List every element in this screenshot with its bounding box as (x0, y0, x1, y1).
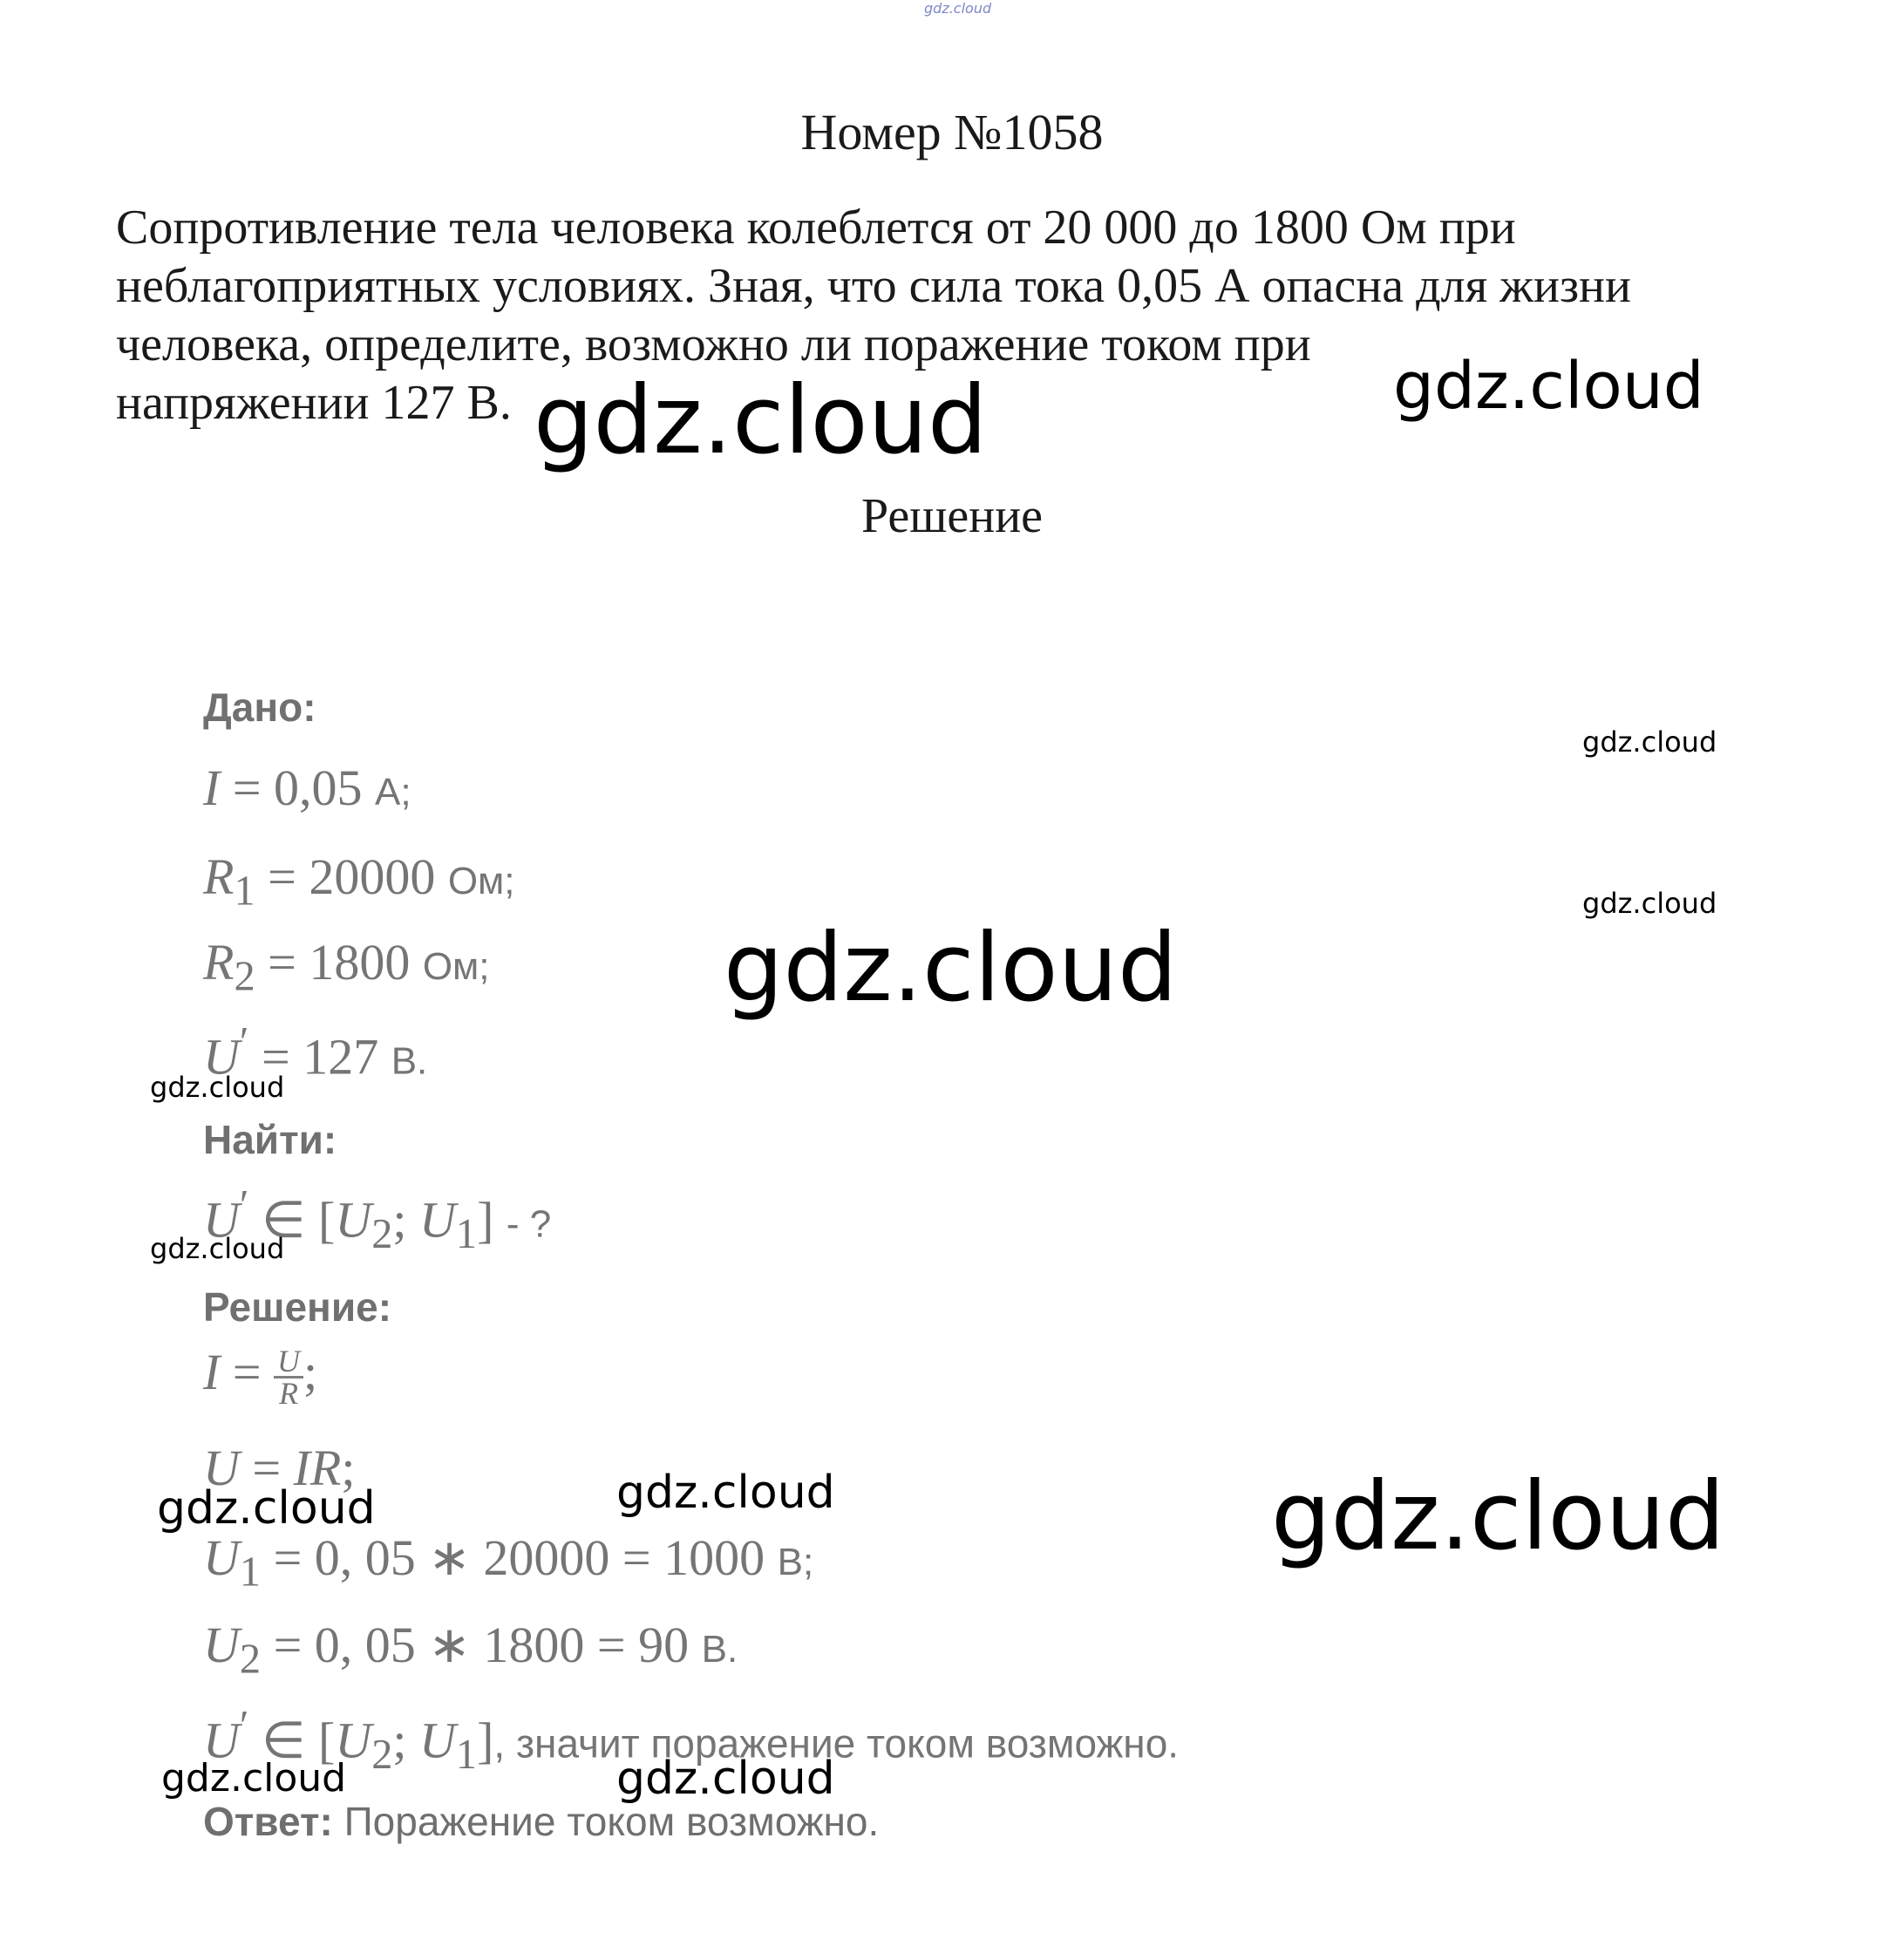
problem-line: Сопротивление тела человека колеблется от 20 000 до 1800 Ом при (116, 201, 1516, 255)
answer-label: Ответ: (203, 1799, 333, 1844)
answer (203, 1798, 879, 1845)
solution-heading: Решение (860, 489, 1044, 543)
watermark: gdz.cloud (616, 1467, 835, 1519)
find-expression: U′ ∈ [$U_2$; $U_1$] - ? (203, 1182, 552, 1257)
unit: В. (391, 1039, 428, 1083)
find-label: Найти: (203, 1117, 337, 1162)
problem-line: человека, определите, возможно ли поражение током при (116, 317, 1311, 371)
unit: В. (701, 1628, 738, 1671)
watermark: gdz.cloud (1271, 1462, 1725, 1571)
given-voltage: U′ = 127 В. (203, 1019, 428, 1086)
watermark: gdz.cloud (150, 1071, 285, 1104)
page-title: Номер №1058 (800, 104, 1104, 160)
watermark: gdz.cloud (1582, 725, 1717, 759)
unit: Ом; (422, 945, 490, 988)
watermark: gdz.cloud (616, 1753, 835, 1805)
watermark: gdz.cloud (1582, 887, 1717, 920)
watermark: gdz.cloud (1393, 349, 1704, 424)
u2-calc: $U_2 = 0$, 05 ∗ 1800 = 90 В. (203, 1617, 738, 1683)
watermark: gdz.cloud (157, 1482, 376, 1535)
given-label: Дано: (203, 684, 316, 730)
watermark: gdz.cloud (161, 1756, 347, 1801)
unit: Ом; (447, 860, 515, 902)
given-r1: $R_1 = 20000$ Ом; (203, 848, 515, 915)
ohm-law: I = $\frac{U}{R}$ ; (203, 1344, 318, 1412)
voltage-formula: U = IR; (203, 1440, 356, 1496)
answer-text: Поражение током возможно. (332, 1799, 880, 1844)
given-current: I = 0,05 А; (203, 759, 411, 816)
solution-label: Решение: (203, 1284, 392, 1330)
top-watermark: gdz.cloud (924, 0, 992, 17)
unit: В; (777, 1541, 814, 1583)
watermark: gdz.cloud (534, 366, 988, 475)
conclusion: U′ ∈ [$U_2$; $U_1$], значит поражение током возможно. (203, 1703, 1180, 1778)
problem-line: напряжении 127 В. (116, 376, 512, 430)
unit: А; (375, 771, 411, 814)
problem-line: неблагоприятных условиях. Зная, что сила тока 0,05 А опасна для жизни (116, 259, 1631, 313)
given-r2: $R_2 = 1800$ Ом; (203, 934, 490, 1000)
fraction: $\frac{U}{R}$ (274, 1346, 303, 1408)
watermark: gdz.cloud (724, 914, 1178, 1023)
u1-calc: $U_1 = 0$, 05 ∗ 20000 = 1000 В; (203, 1529, 814, 1596)
watermark: gdz.cloud (150, 1232, 285, 1265)
